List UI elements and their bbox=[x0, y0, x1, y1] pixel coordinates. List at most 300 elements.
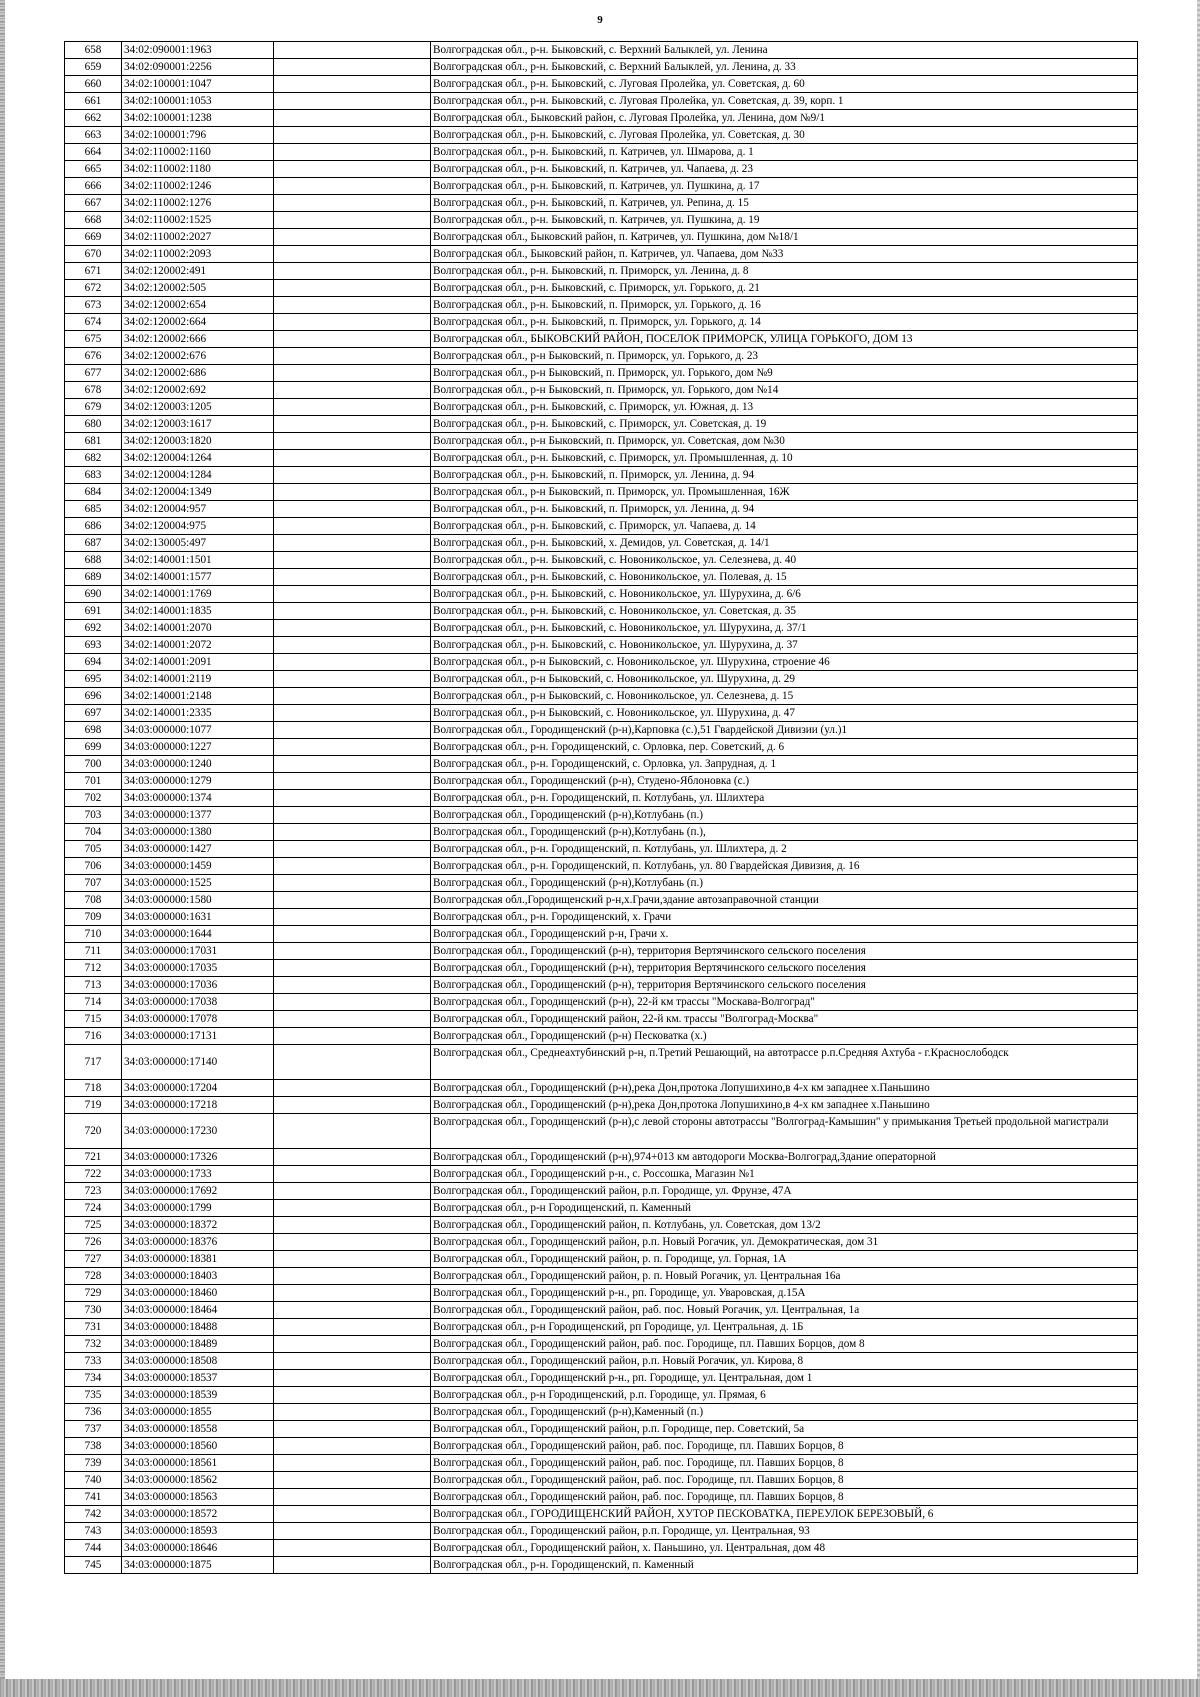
table-row bbox=[65, 365, 1138, 382]
address-cell: Волгоградская обл., Городищенский район, р.п. Новый Рогачик, ул. Демократическая, дом 31 bbox=[431, 1234, 1138, 1251]
address-cell: Волгоградская обл., Быковский район, п. Катричев, ул. Чапаева, дом №33 bbox=[431, 246, 1138, 263]
cadastral-number-cell: 34:02:120002:686 bbox=[122, 365, 274, 382]
cadastral-number-cell: 34:02:100001:1047 bbox=[122, 76, 274, 93]
cadastral-number-cell: 34:02:110002:1180 bbox=[122, 161, 274, 178]
row-number-cell: 730 bbox=[65, 1302, 122, 1319]
empty-cell bbox=[274, 620, 431, 637]
address-cell: Волгоградская обл., р-н. Городищенский, п. Котлубань, ул. 80 Гвардейская Дивизия, д. 16 bbox=[431, 858, 1138, 875]
cadastral-number-cell: 34:03:000000:1580 bbox=[122, 892, 274, 909]
cadastral-number-cell: 34:03:000000:18488 bbox=[122, 1319, 274, 1336]
row-number-cell: 712 bbox=[65, 960, 122, 977]
table-row bbox=[65, 382, 1138, 399]
row-number-cell: 710 bbox=[65, 926, 122, 943]
address-cell: Волгоградская обл., р-н Быковский, с. Новоникольское, ул. Шурухина, строение 46 bbox=[431, 654, 1138, 671]
address-cell: Волгоградская обл., Городищенский (р-н),с левой стороны автотрассы "Волгоград-Камышин" у примыкания Третьей продольной магистрали bbox=[431, 1114, 1138, 1149]
row-number-cell: 683 bbox=[65, 467, 122, 484]
row-number-cell: 664 bbox=[65, 144, 122, 161]
table-row bbox=[65, 1387, 1138, 1404]
empty-cell bbox=[274, 1097, 431, 1114]
empty-cell bbox=[274, 1353, 431, 1370]
address-cell: Волгоградская обл., Городищенский (р-н),Каменный (п.) bbox=[431, 1404, 1138, 1421]
table-row bbox=[65, 1319, 1138, 1336]
address-cell: Волгоградская обл., Городищенский район, р.п. Городище, ул. Центральная, 93 bbox=[431, 1523, 1138, 1540]
address-cell: Волгоградская обл., Городищенский район, п. Котлубань, ул. Советская, дом 13/2 bbox=[431, 1217, 1138, 1234]
table-row bbox=[65, 1217, 1138, 1234]
empty-cell bbox=[274, 926, 431, 943]
row-number-cell: 659 bbox=[65, 59, 122, 76]
cadastral-number-cell: 34:03:000000:1525 bbox=[122, 875, 274, 892]
cadastral-number-cell: 34:03:000000:1459 bbox=[122, 858, 274, 875]
table-row bbox=[65, 960, 1138, 977]
address-cell: Волгоградская обл., р-н Городищенский, п. Каменный bbox=[431, 1200, 1138, 1217]
row-number-cell: 735 bbox=[65, 1387, 122, 1404]
address-cell: Волгоградская обл., Городищенский (р-н), Студено-Яблоновка (с.) bbox=[431, 773, 1138, 790]
empty-cell bbox=[274, 280, 431, 297]
address-cell: Волгоградская обл., Городищенский район, раб. пос. Городище, пл. Павших Борцов, 8 bbox=[431, 1438, 1138, 1455]
empty-cell bbox=[274, 1523, 431, 1540]
cadastral-number-cell: 34:03:000000:18572 bbox=[122, 1506, 274, 1523]
row-number-cell: 670 bbox=[65, 246, 122, 263]
address-cell: Волгоградская обл., р-н. Быковский, с. Новоникольское, ул. Шурухина, д. 37 bbox=[431, 637, 1138, 654]
cadastral-number-cell: 34:02:140001:2335 bbox=[122, 705, 274, 722]
address-cell: Волгоградская обл., Городищенский район, р. п. Новый Рогачик, ул. Центральная 16а bbox=[431, 1268, 1138, 1285]
row-number-cell: 658 bbox=[65, 42, 122, 59]
address-cell: Волгоградская обл., р-н. Быковский, п. Катричев, ул. Шмарова, д. 1 bbox=[431, 144, 1138, 161]
row-number-cell: 678 bbox=[65, 382, 122, 399]
table-row bbox=[65, 892, 1138, 909]
empty-cell bbox=[274, 1336, 431, 1353]
cadastral-number-cell: 34:03:000000:1875 bbox=[122, 1557, 274, 1574]
cadastral-number-cell: 34:02:120002:505 bbox=[122, 280, 274, 297]
empty-cell bbox=[274, 705, 431, 722]
row-number-cell: 734 bbox=[65, 1370, 122, 1387]
cadastral-number-cell: 34:03:000000:1240 bbox=[122, 756, 274, 773]
cadastral-number-cell: 34:02:140001:2091 bbox=[122, 654, 274, 671]
empty-cell bbox=[274, 1200, 431, 1217]
address-cell: Волгоградская обл., р-н. Городищенский, п. Каменный bbox=[431, 1557, 1138, 1574]
empty-cell bbox=[274, 790, 431, 807]
row-number-cell: 669 bbox=[65, 229, 122, 246]
page-number: 9 bbox=[597, 14, 603, 26]
address-cell: Волгоградская обл., р-н. Быковский, с. Новоникольское, ул. Полевая, д. 15 bbox=[431, 569, 1138, 586]
empty-cell bbox=[274, 637, 431, 654]
table-row bbox=[65, 773, 1138, 790]
cadastral-number-cell: 34:03:000000:18563 bbox=[122, 1489, 274, 1506]
empty-cell bbox=[274, 161, 431, 178]
cadastral-number-cell: 34:02:100001:796 bbox=[122, 127, 274, 144]
empty-cell bbox=[274, 586, 431, 603]
row-number-cell: 685 bbox=[65, 501, 122, 518]
row-number-cell: 694 bbox=[65, 654, 122, 671]
table-row bbox=[65, 1080, 1138, 1097]
row-number-cell: 673 bbox=[65, 297, 122, 314]
table-row bbox=[65, 433, 1138, 450]
empty-cell bbox=[274, 892, 431, 909]
row-number-cell: 709 bbox=[65, 909, 122, 926]
cadastral-number-cell: 34:02:120004:1349 bbox=[122, 484, 274, 501]
cadastral-number-cell: 34:03:000000:1427 bbox=[122, 841, 274, 858]
address-cell: Волгоградская обл., Городищенский р-н., с. Россошка, Магазин №1 bbox=[431, 1166, 1138, 1183]
address-cell: Волгоградская обл., р-н. Быковский, с. Приморск, ул. Чапаева, д. 14 bbox=[431, 518, 1138, 535]
table-row bbox=[65, 127, 1138, 144]
row-number-cell: 740 bbox=[65, 1472, 122, 1489]
table-row bbox=[65, 671, 1138, 688]
address-cell: Волгоградская обл., р-н. Быковский, с. Новоникольское, ул. Шурухина, д. 37/1 bbox=[431, 620, 1138, 637]
address-cell: Волгоградская обл., р-н. Быковский, п. Приморск, ул. Горького, д. 16 bbox=[431, 297, 1138, 314]
row-number-cell: 728 bbox=[65, 1268, 122, 1285]
cadastral-number-cell: 34:03:000000:1644 bbox=[122, 926, 274, 943]
empty-cell bbox=[274, 1234, 431, 1251]
address-cell: Волгоградская обл., р-н. Быковский, с. Верхний Балыклей, ул. Ленина bbox=[431, 42, 1138, 59]
cadastral-number-cell: 34:02:140001:1769 bbox=[122, 586, 274, 603]
empty-cell bbox=[274, 331, 431, 348]
address-cell: Волгоградская обл., р-н Быковский, с. Новоникольское, ул. Шурухина, д. 29 bbox=[431, 671, 1138, 688]
row-number-cell: 720 bbox=[65, 1114, 122, 1149]
table-row bbox=[65, 1557, 1138, 1574]
cadastral-number-cell: 34:03:000000:17038 bbox=[122, 994, 274, 1011]
row-number-cell: 676 bbox=[65, 348, 122, 365]
table-row bbox=[65, 1097, 1138, 1114]
row-number-cell: 706 bbox=[65, 858, 122, 875]
table-row bbox=[65, 1455, 1138, 1472]
table-row bbox=[65, 280, 1138, 297]
table-row bbox=[65, 1268, 1138, 1285]
table-row bbox=[65, 586, 1138, 603]
empty-cell bbox=[274, 212, 431, 229]
cadastral-number-cell: 34:02:120002:664 bbox=[122, 314, 274, 331]
scan-edge-left bbox=[0, 0, 5, 1697]
address-cell: Волгоградская обл., р-н Быковский, п. Приморск, ул. Советская, дом №30 bbox=[431, 433, 1138, 450]
address-cell: Волгоградская обл., Быковский район, п. Катричев, ул. Пушкина, дом №18/1 bbox=[431, 229, 1138, 246]
address-cell: Волгоградская обл., Городищенский район, р.п. Городище, пер. Советский, 5а bbox=[431, 1421, 1138, 1438]
empty-cell bbox=[274, 1506, 431, 1523]
table-row bbox=[65, 569, 1138, 586]
empty-cell bbox=[274, 1251, 431, 1268]
row-number-cell: 661 bbox=[65, 93, 122, 110]
table-row bbox=[65, 1149, 1138, 1166]
cadastral-number-cell: 34:03:000000:18381 bbox=[122, 1251, 274, 1268]
empty-cell bbox=[274, 1472, 431, 1489]
table-row bbox=[65, 1114, 1138, 1149]
cadastral-number-cell: 34:03:000000:1733 bbox=[122, 1166, 274, 1183]
cadastral-number-cell: 34:03:000000:1631 bbox=[122, 909, 274, 926]
cadastral-number-cell: 34:02:140001:2072 bbox=[122, 637, 274, 654]
row-number-cell: 693 bbox=[65, 637, 122, 654]
table-row bbox=[65, 1285, 1138, 1302]
empty-cell bbox=[274, 552, 431, 569]
empty-cell bbox=[274, 654, 431, 671]
cadastral-number-cell: 34:03:000000:18593 bbox=[122, 1523, 274, 1540]
address-cell: Волгоградская обл., Городищенский (р-н),река Дон,протока Лопушихино,в 4-х км западнее х.Паньшино bbox=[431, 1080, 1138, 1097]
table-row bbox=[65, 535, 1138, 552]
table-row bbox=[65, 688, 1138, 705]
address-cell: Волгоградская обл., р-н Быковский, с. Новоникольское, ул. Селезнева, д. 15 bbox=[431, 688, 1138, 705]
row-number-cell: 697 bbox=[65, 705, 122, 722]
table-row bbox=[65, 1028, 1138, 1045]
empty-cell bbox=[274, 382, 431, 399]
empty-cell bbox=[274, 1183, 431, 1200]
table-row bbox=[65, 1200, 1138, 1217]
cadastral-number-cell: 34:03:000000:17131 bbox=[122, 1028, 274, 1045]
row-number-cell: 663 bbox=[65, 127, 122, 144]
table-row bbox=[65, 467, 1138, 484]
cadastral-number-cell: 34:02:100001:1238 bbox=[122, 110, 274, 127]
cadastral-number-cell: 34:02:110002:1525 bbox=[122, 212, 274, 229]
table-row bbox=[65, 348, 1138, 365]
address-cell: Волгоградская обл., Городищенский (р-н) Песковатка (х.) bbox=[431, 1028, 1138, 1045]
empty-cell bbox=[274, 110, 431, 127]
row-number-cell: 716 bbox=[65, 1028, 122, 1045]
row-number-cell: 681 bbox=[65, 433, 122, 450]
empty-cell bbox=[274, 1285, 431, 1302]
empty-cell bbox=[274, 1268, 431, 1285]
row-number-cell: 686 bbox=[65, 518, 122, 535]
cadastral-number-cell: 34:02:140001:1577 bbox=[122, 569, 274, 586]
cadastral-number-cell: 34:02:120002:654 bbox=[122, 297, 274, 314]
row-number-cell: 738 bbox=[65, 1438, 122, 1455]
address-cell: Волгоградская обл., р-н Быковский, п. Приморск, ул. Горького, дом №9 bbox=[431, 365, 1138, 382]
address-cell: Волгоградская обл., р-н. Быковский, с. Приморск, ул. Советская, д. 19 bbox=[431, 416, 1138, 433]
row-number-cell: 679 bbox=[65, 399, 122, 416]
row-number-cell: 666 bbox=[65, 178, 122, 195]
table-row bbox=[65, 637, 1138, 654]
table-row bbox=[65, 552, 1138, 569]
address-cell: Волгоградская обл., Городищенский район, 22-й км. трассы "Волгоград-Москва" bbox=[431, 1011, 1138, 1028]
row-number-cell: 708 bbox=[65, 892, 122, 909]
table-row bbox=[65, 841, 1138, 858]
address-cell: Волгоградская обл., р-н. Быковский, с. Новоникольское, ул. Шурухина, д. 6/6 bbox=[431, 586, 1138, 603]
empty-cell bbox=[274, 1302, 431, 1319]
empty-cell bbox=[274, 977, 431, 994]
table-row bbox=[65, 1251, 1138, 1268]
empty-cell bbox=[274, 297, 431, 314]
cadastral-number-cell: 34:03:000000:18537 bbox=[122, 1370, 274, 1387]
row-number-cell: 703 bbox=[65, 807, 122, 824]
cadastral-number-cell: 34:03:000000:1279 bbox=[122, 773, 274, 790]
address-cell: Волгоградская обл., р-н. Быковский, с. Луговая Пролейка, ул. Советская, д. 60 bbox=[431, 76, 1138, 93]
empty-cell bbox=[274, 365, 431, 382]
cadastral-number-cell: 34:03:000000:18376 bbox=[122, 1234, 274, 1251]
row-number-cell: 729 bbox=[65, 1285, 122, 1302]
empty-cell bbox=[274, 960, 431, 977]
cadastral-number-cell: 34:03:000000:18539 bbox=[122, 1387, 274, 1404]
empty-cell bbox=[274, 42, 431, 59]
cadastral-number-cell: 34:02:110002:2027 bbox=[122, 229, 274, 246]
cadastral-number-cell: 34:02:090001:2256 bbox=[122, 59, 274, 76]
address-cell: Волгоградская обл., р-н Быковский, п. Приморск, ул. Промышленная, 16Ж bbox=[431, 484, 1138, 501]
cadastral-number-cell: 34:02:100001:1053 bbox=[122, 93, 274, 110]
empty-cell bbox=[274, 603, 431, 620]
row-number-cell: 745 bbox=[65, 1557, 122, 1574]
empty-cell bbox=[274, 178, 431, 195]
table-row bbox=[65, 1523, 1138, 1540]
row-number-cell: 671 bbox=[65, 263, 122, 280]
table-row bbox=[65, 994, 1138, 1011]
empty-cell bbox=[274, 1080, 431, 1097]
table-row bbox=[65, 144, 1138, 161]
empty-cell bbox=[274, 807, 431, 824]
row-number-cell: 721 bbox=[65, 1149, 122, 1166]
row-number-cell: 692 bbox=[65, 620, 122, 637]
empty-cell bbox=[274, 1149, 431, 1166]
row-number-cell: 731 bbox=[65, 1319, 122, 1336]
table-row bbox=[65, 110, 1138, 127]
empty-cell bbox=[274, 93, 431, 110]
table-row bbox=[65, 1438, 1138, 1455]
table-row bbox=[65, 1336, 1138, 1353]
table-row bbox=[65, 76, 1138, 93]
table-row bbox=[65, 1489, 1138, 1506]
row-number-cell: 715 bbox=[65, 1011, 122, 1028]
empty-cell bbox=[274, 943, 431, 960]
empty-cell bbox=[274, 535, 431, 552]
row-number-cell: 733 bbox=[65, 1353, 122, 1370]
address-cell: Волгоградская обл., р-н. Быковский, с. Приморск, ул. Южная, д. 13 bbox=[431, 399, 1138, 416]
empty-cell bbox=[274, 722, 431, 739]
cadastral-number-cell: 34:03:000000:18560 bbox=[122, 1438, 274, 1455]
row-number-cell: 714 bbox=[65, 994, 122, 1011]
row-number-cell: 665 bbox=[65, 161, 122, 178]
table-row bbox=[65, 501, 1138, 518]
address-cell: Волгоградская обл., Быковский район, с. Луговая Пролейка, ул. Ленина, дом №9/1 bbox=[431, 110, 1138, 127]
row-number-cell: 717 bbox=[65, 1045, 122, 1080]
cadastral-number-cell: 34:03:000000:18403 bbox=[122, 1268, 274, 1285]
row-number-cell: 718 bbox=[65, 1080, 122, 1097]
row-number-cell: 687 bbox=[65, 535, 122, 552]
address-cell: Волгоградская обл., р-н. Быковский, п. Катричев, ул. Репина, д. 15 bbox=[431, 195, 1138, 212]
cadastral-number-cell: 34:02:140001:2119 bbox=[122, 671, 274, 688]
address-cell: Волгоградская обл., Городищенский район, раб. пос. Городище, пл. Павших Борцов, дом 8 bbox=[431, 1336, 1138, 1353]
empty-cell bbox=[274, 1319, 431, 1336]
address-cell: Волгоградская обл., р-н Быковский, п. Приморск, ул. Горького, дом №14 bbox=[431, 382, 1138, 399]
row-number-cell: 726 bbox=[65, 1234, 122, 1251]
address-cell: Волгоградская обл., Городищенский (р-н),Карповка (с.),51 Гвардейской Дивизии (ул.)1 bbox=[431, 722, 1138, 739]
empty-cell bbox=[274, 246, 431, 263]
row-number-cell: 704 bbox=[65, 824, 122, 841]
table-row bbox=[65, 59, 1138, 76]
table-row bbox=[65, 1183, 1138, 1200]
row-number-cell: 727 bbox=[65, 1251, 122, 1268]
row-number-cell: 689 bbox=[65, 569, 122, 586]
cadastral-number-cell: 34:02:120004:1264 bbox=[122, 450, 274, 467]
address-cell: Волгоградская обл., Среднеахтубинский р-н, п.Третий Решающий, на автотрассе р.п.Средняя Ахтуба - г.Краснослободск bbox=[431, 1045, 1138, 1080]
table-row bbox=[65, 314, 1138, 331]
cadastral-number-cell: 34:02:120003:1820 bbox=[122, 433, 274, 450]
address-cell: Волгоградская обл., Городищенский район, р.п. Новый Рогачик, ул. Кирова, 8 bbox=[431, 1353, 1138, 1370]
address-cell: Волгоградская обл., Городищенский район, раб. пос. Новый Рогачик, ул. Центральная, 1а bbox=[431, 1302, 1138, 1319]
row-number-cell: 680 bbox=[65, 416, 122, 433]
empty-cell bbox=[274, 59, 431, 76]
table-row bbox=[65, 1353, 1138, 1370]
table-row bbox=[65, 858, 1138, 875]
table-row bbox=[65, 620, 1138, 637]
cadastral-number-cell: 34:02:140001:1835 bbox=[122, 603, 274, 620]
address-cell: Волгоградская обл., р-н Быковский, п. Приморск, ул. Горького, д. 23 bbox=[431, 348, 1138, 365]
table-row bbox=[65, 263, 1138, 280]
address-cell: Волгоградская обл., р-н Городищенский, рп Городище, ул. Центральная, д. 1Б bbox=[431, 1319, 1138, 1336]
cadastral-number-cell: 34:02:120002:666 bbox=[122, 331, 274, 348]
address-cell: Волгоградская обл., р-н. Быковский, с. Приморск, ул. Горького, д. 21 bbox=[431, 280, 1138, 297]
row-number-cell: 723 bbox=[65, 1183, 122, 1200]
table-row bbox=[65, 93, 1138, 110]
cadastral-number-cell: 34:02:110002:1160 bbox=[122, 144, 274, 161]
address-cell: Волгоградская обл., Городищенский (р-н), территория Вертячинского сельского поселения bbox=[431, 960, 1138, 977]
row-number-cell: 702 bbox=[65, 790, 122, 807]
empty-cell bbox=[274, 858, 431, 875]
cadastral-number-cell: 34:03:000000:17692 bbox=[122, 1183, 274, 1200]
address-cell: Волгоградская обл., р-н. Быковский, п. Приморск, ул. Ленина, д. 94 bbox=[431, 467, 1138, 484]
table-row bbox=[65, 229, 1138, 246]
empty-cell bbox=[274, 841, 431, 858]
address-cell: Волгоградская обл., Городищенский (р-н),Котлубань (п.), bbox=[431, 824, 1138, 841]
address-cell: Волгоградская обл., Городищенский район, р.п. Городище, ул. Фрунзе, 47А bbox=[431, 1183, 1138, 1200]
address-cell: Волгоградская обл., Городищенский район, раб. пос. Городище, пл. Павших Борцов, 8 bbox=[431, 1472, 1138, 1489]
cadastral-number-cell: 34:02:110002:1276 bbox=[122, 195, 274, 212]
cadastral-number-cell: 34:03:000000:1077 bbox=[122, 722, 274, 739]
address-cell: Волгоградская обл., Городищенский (р-н), территория Вертячинского сельского поселения bbox=[431, 943, 1138, 960]
row-number-cell: 674 bbox=[65, 314, 122, 331]
empty-cell bbox=[274, 569, 431, 586]
empty-cell bbox=[274, 688, 431, 705]
table-row bbox=[65, 1370, 1138, 1387]
address-cell: Волгоградская обл., р-н. Быковский, х. Демидов, ул. Советская, д. 14/1 bbox=[431, 535, 1138, 552]
address-cell: Волгоградская обл., Городищенский (р-н), территория Вертячинского сельского поселения bbox=[431, 977, 1138, 994]
cadastral-number-cell: 34:03:000000:18464 bbox=[122, 1302, 274, 1319]
empty-cell bbox=[274, 1217, 431, 1234]
table-row bbox=[65, 195, 1138, 212]
table-row bbox=[65, 161, 1138, 178]
address-cell: Волгоградская обл., Городищенский район, раб. пос. Городище, пл. Павших Борцов, 8 bbox=[431, 1489, 1138, 1506]
empty-cell bbox=[274, 399, 431, 416]
cadastral-number-cell: 34:03:000000:1799 bbox=[122, 1200, 274, 1217]
row-number-cell: 737 bbox=[65, 1421, 122, 1438]
address-cell: Волгоградская обл., Городищенский (р-н),Котлубань (п.) bbox=[431, 875, 1138, 892]
cadastral-number-cell: 34:03:000000:1380 bbox=[122, 824, 274, 841]
row-number-cell: 696 bbox=[65, 688, 122, 705]
table-row bbox=[65, 518, 1138, 535]
table-row bbox=[65, 1166, 1138, 1183]
empty-cell bbox=[274, 671, 431, 688]
cadastral-number-cell: 34:03:000000:17230 bbox=[122, 1114, 274, 1149]
address-cell: Волгоградская обл., Городищенский (р-н),река Дон,протока Лопушихино,в 4-х км западнее х.Паньшино bbox=[431, 1097, 1138, 1114]
cadastral-number-cell: 34:02:140001:2070 bbox=[122, 620, 274, 637]
cadastral-number-cell: 34:02:120002:676 bbox=[122, 348, 274, 365]
table-row bbox=[65, 1302, 1138, 1319]
empty-cell bbox=[274, 76, 431, 93]
table-row bbox=[65, 807, 1138, 824]
row-number-cell: 707 bbox=[65, 875, 122, 892]
table-row bbox=[65, 603, 1138, 620]
empty-cell bbox=[274, 144, 431, 161]
empty-cell bbox=[274, 1370, 431, 1387]
row-number-cell: 682 bbox=[65, 450, 122, 467]
table-row bbox=[65, 977, 1138, 994]
address-cell: Волгоградская обл., р-н. Быковский, с. Приморск, ул. Промышленная, д. 10 bbox=[431, 450, 1138, 467]
row-number-cell: 741 bbox=[65, 1489, 122, 1506]
table-row bbox=[65, 1404, 1138, 1421]
empty-cell bbox=[274, 1387, 431, 1404]
address-cell: Волгоградская обл., р-н. Быковский, с. Новоникольское, ул. Селезнева, д. 40 bbox=[431, 552, 1138, 569]
empty-cell bbox=[274, 994, 431, 1011]
empty-cell bbox=[274, 1540, 431, 1557]
table-row bbox=[65, 297, 1138, 314]
table-row bbox=[65, 42, 1138, 59]
row-number-cell: 719 bbox=[65, 1097, 122, 1114]
empty-cell bbox=[274, 484, 431, 501]
cadastral-number-cell: 34:03:000000:18508 bbox=[122, 1353, 274, 1370]
row-number-cell: 684 bbox=[65, 484, 122, 501]
empty-cell bbox=[274, 348, 431, 365]
